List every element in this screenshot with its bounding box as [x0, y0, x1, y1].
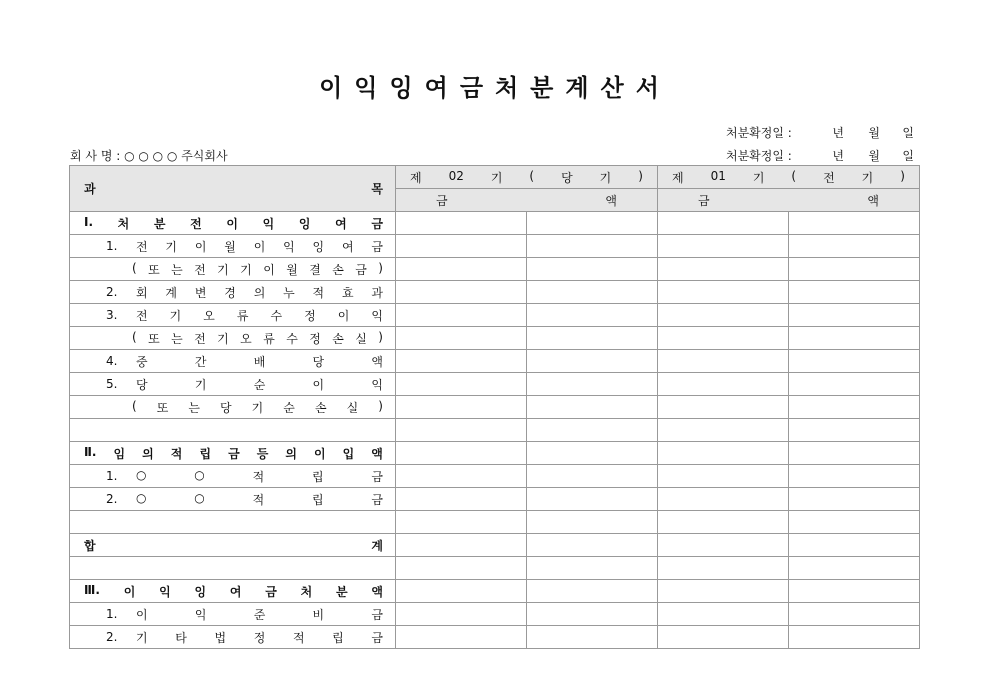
- amount-cell: [396, 258, 527, 281]
- item-label-char: 정: [304, 308, 316, 323]
- statement-table: [69, 165, 920, 649]
- section-title-char: 처: [300, 584, 313, 599]
- current-period-text: (: [529, 168, 535, 183]
- item-number: 2.: [106, 285, 118, 299]
- item-number: 4.: [106, 354, 118, 368]
- section-title-char: 잉: [194, 584, 207, 599]
- account-cell: [70, 626, 396, 649]
- amount-cell: [658, 419, 789, 442]
- amount-cell: [789, 281, 920, 304]
- table-row: [70, 327, 920, 350]
- section-title-char: 처: [117, 216, 130, 231]
- paren-note-char: ): [378, 329, 383, 344]
- account-cell: [70, 373, 396, 396]
- account-cell: [70, 603, 396, 626]
- section-title-char: 액: [371, 446, 383, 461]
- amount-cell: [658, 373, 789, 396]
- prior-period-text: (: [791, 168, 797, 183]
- section-title-char: 입: [342, 446, 355, 461]
- amount-cell: [396, 557, 527, 580]
- item-label-char: 적: [252, 469, 265, 484]
- amount-cell: [789, 396, 920, 419]
- paren-note-char: 기: [217, 262, 229, 277]
- account-cell: [70, 258, 396, 281]
- amount-cell: [527, 235, 658, 258]
- paren-note-char: 이: [263, 262, 275, 277]
- paren-note-char: 수: [286, 331, 298, 346]
- item-label-char: ○: [194, 467, 205, 482]
- paren-note-char: 순: [283, 400, 295, 415]
- item-label-char: 익: [283, 239, 295, 254]
- section-title-char: 금: [371, 216, 383, 231]
- paren-note-char: 오: [240, 331, 252, 346]
- item-label-char: 기: [194, 377, 207, 392]
- amount-cell: [789, 327, 920, 350]
- amount-cell: [527, 534, 658, 557]
- item-label-char: 적: [312, 285, 325, 300]
- table-row: [70, 419, 920, 442]
- day-label: 일: [902, 149, 914, 163]
- amount-cell: [789, 350, 920, 373]
- amount-cell: [527, 557, 658, 580]
- disposal-date-label: 처분확정일 :: [726, 149, 792, 163]
- section-title-char: 적: [170, 446, 183, 461]
- company-name: 회 사 명 : ○ ○ ○ ○ 주식회사: [70, 149, 228, 163]
- amount-cell: [527, 396, 658, 419]
- amount-cell: [396, 304, 527, 327]
- paren-note-char: 금: [355, 262, 367, 277]
- section-title-char: 이: [314, 446, 326, 461]
- day-label: 일: [902, 126, 914, 140]
- paren-note-char: (: [132, 398, 137, 413]
- item-label-char: 립: [312, 492, 324, 507]
- item-label-char: 순: [253, 377, 266, 392]
- item-label-char: 금: [371, 630, 383, 645]
- amount-cell: [527, 327, 658, 350]
- account-cell: [70, 350, 396, 373]
- item-label-char: 금: [371, 469, 383, 484]
- current-amount-header: 금 액: [396, 189, 658, 212]
- item-number: 2.: [106, 630, 118, 644]
- prior-period-text: 기: [752, 170, 765, 185]
- account-cell: [70, 557, 396, 580]
- current-period-text: 기: [490, 170, 503, 185]
- amount-cell: [658, 626, 789, 649]
- amount-cell: [527, 373, 658, 396]
- amount-cell: [527, 603, 658, 626]
- account-cell: [70, 580, 396, 603]
- amount-cell: [658, 557, 789, 580]
- prior-period-text: 제: [672, 170, 684, 185]
- current-period-text: ): [638, 168, 643, 183]
- amount-cell: [527, 350, 658, 373]
- item-label-char: ○: [136, 490, 147, 505]
- item-label-char: 당: [136, 377, 148, 392]
- section-number: Ⅲ.: [84, 582, 100, 597]
- amount-cell: [396, 419, 527, 442]
- paren-note-char: 또: [148, 262, 160, 277]
- paren-note-char: 기: [251, 400, 264, 415]
- item-number: 5.: [106, 377, 118, 391]
- paren-note-char: 는: [171, 262, 183, 277]
- amount-cell: [789, 488, 920, 511]
- amount-cell: [789, 557, 920, 580]
- item-label-char: 당: [312, 354, 325, 369]
- amount-cell: [396, 534, 527, 557]
- disposal-date-label: 처분확정일 :: [726, 126, 792, 140]
- amount-cell: [527, 626, 658, 649]
- prior-period-text: 01: [710, 168, 726, 183]
- paren-note-char: 기: [240, 262, 252, 277]
- item-label-char: 전: [136, 308, 148, 323]
- paren-note-char: 실: [355, 331, 367, 346]
- paren-note-char: ): [378, 260, 383, 275]
- document-title: 이익잉여금처분계산서: [319, 74, 671, 102]
- amount-cell: [396, 626, 527, 649]
- amount-cell: [658, 350, 789, 373]
- item-label-char: 이: [312, 377, 325, 392]
- paren-note-char: 실: [346, 400, 359, 415]
- item-label-char: 변: [194, 285, 207, 300]
- amount-cell: [658, 580, 789, 603]
- amount-cell: [658, 258, 789, 281]
- amount-cell: [789, 235, 920, 258]
- item-number: 2.: [106, 492, 118, 506]
- account-cell: [70, 281, 396, 304]
- section-title-char: 여: [229, 584, 242, 599]
- item-label-char: 배: [253, 354, 266, 369]
- prior-period-text: 기: [861, 170, 874, 185]
- prior-amount-header: 금 액: [658, 189, 920, 212]
- item-label-char: ○: [136, 467, 147, 482]
- paren-note-char: 또: [148, 331, 160, 346]
- amount-cell: [658, 212, 789, 235]
- amount-cell: [396, 488, 527, 511]
- month-label: 월: [868, 126, 880, 140]
- table-row: [70, 557, 920, 580]
- paren-note-char: 정: [309, 331, 321, 346]
- item-label-char: 립: [312, 469, 324, 484]
- year-label: 년: [832, 126, 844, 140]
- account-cell: [70, 419, 396, 442]
- account-cell: [70, 396, 396, 419]
- amount-cell: [396, 396, 527, 419]
- item-label-char: 효: [341, 285, 354, 300]
- amount-cell: [396, 465, 527, 488]
- table-row: [70, 235, 920, 258]
- current-period-text: 02: [448, 168, 464, 183]
- item-label-char: 적: [292, 630, 305, 645]
- table-row: [70, 603, 920, 626]
- amount-cell: [658, 327, 789, 350]
- amount-cell: [789, 603, 920, 626]
- table-row: [70, 212, 920, 235]
- table-row: [70, 373, 920, 396]
- paren-note-char: 손: [314, 400, 327, 415]
- table-row: [70, 396, 920, 419]
- amount-cell: [396, 281, 527, 304]
- amount-cell: [658, 465, 789, 488]
- amount-cell: [527, 419, 658, 442]
- item-label-char: 기: [136, 630, 148, 645]
- item-label-char: ○: [194, 490, 205, 505]
- paren-note-char: 기: [217, 331, 229, 346]
- amount-cell: [789, 442, 920, 465]
- amount-cell: [527, 304, 658, 327]
- amount-cell: [658, 534, 789, 557]
- amount-cell: [527, 511, 658, 534]
- item-label-char: 류: [236, 308, 249, 323]
- amount-cell: [527, 465, 658, 488]
- section-title-char: 익: [262, 216, 275, 231]
- item-label-char: 법: [214, 630, 227, 645]
- table-row: [70, 488, 920, 511]
- amount-cell: [789, 580, 920, 603]
- section-title-char: 익: [159, 584, 171, 599]
- item-label-char: 이: [253, 239, 266, 254]
- item-label-char: 립: [332, 630, 344, 645]
- current-period-text: 기: [599, 170, 612, 185]
- account-cell: [70, 212, 396, 235]
- section-title-char: 전: [190, 216, 202, 231]
- current-period-text: 당: [561, 170, 573, 185]
- paren-note-char: (: [132, 260, 137, 275]
- item-label-char: 타: [175, 630, 187, 645]
- amount-cell: [396, 327, 527, 350]
- prior-period-text: ): [900, 168, 905, 183]
- item-number: 1.: [106, 469, 118, 483]
- section-title-char: 잉: [298, 216, 311, 231]
- paren-note-char: 손: [332, 262, 344, 277]
- item-label-char: 수: [270, 308, 283, 323]
- item-label-char: 간: [194, 354, 207, 369]
- section-title-char: 임: [113, 446, 126, 461]
- paren-note-char: 손: [332, 331, 344, 346]
- table-row: [70, 304, 920, 327]
- amount-cell: [789, 511, 920, 534]
- table-row: [70, 281, 920, 304]
- item-label-char: 의: [253, 285, 266, 300]
- item-number: 1.: [106, 239, 118, 253]
- amount-cell: [789, 534, 920, 557]
- section-title-char: 액: [371, 584, 383, 599]
- disposal-date-line-2: [726, 147, 914, 164]
- amount-cell: [789, 373, 920, 396]
- amount-cell: [396, 212, 527, 235]
- section-title-char: 등: [256, 446, 269, 461]
- item-label-char: 정: [253, 630, 266, 645]
- account-cell: [70, 327, 396, 350]
- item-label-char: 여: [341, 239, 354, 254]
- paren-note-char: 당: [220, 400, 232, 415]
- item-label-char: 회: [136, 285, 148, 300]
- item-number: 3.: [106, 308, 118, 322]
- disposal-date-line-1: [726, 124, 914, 141]
- subject-header: 과 목: [70, 166, 396, 212]
- prior-period-header: [658, 166, 920, 189]
- item-label-char: 과: [371, 285, 383, 300]
- item-label-char: 익: [371, 308, 383, 323]
- item-label-char: 적: [252, 492, 265, 507]
- amount-cell: [658, 488, 789, 511]
- table-row: [70, 258, 920, 281]
- current-period-text: 제: [410, 170, 422, 185]
- paren-note-char: (: [132, 329, 137, 344]
- item-label-char: 준: [253, 607, 266, 622]
- section-title-char: 금: [228, 446, 240, 461]
- account-cell: [70, 534, 396, 557]
- item-label-char: 금: [371, 492, 383, 507]
- amount-cell: [396, 580, 527, 603]
- item-number: 1.: [106, 607, 118, 621]
- amount-cell: [396, 373, 527, 396]
- section-title-char: 립: [199, 446, 212, 461]
- item-label-char: 누: [283, 285, 295, 300]
- table-row: [70, 580, 920, 603]
- year-label: 년: [832, 149, 844, 163]
- prior-period-text: 전: [823, 170, 835, 185]
- item-label-char: 금: [371, 607, 383, 622]
- table-row: [70, 511, 920, 534]
- account-cell: [70, 488, 396, 511]
- item-label-char: 오: [203, 308, 215, 323]
- item-label-char: 익: [371, 377, 383, 392]
- amount-cell: [658, 235, 789, 258]
- amount-cell: [527, 580, 658, 603]
- account-cell: [70, 235, 396, 258]
- table-row: [70, 350, 920, 373]
- account-cell: [70, 465, 396, 488]
- item-label-char: 비: [312, 607, 325, 622]
- amount-cell: [789, 419, 920, 442]
- item-label-char: 계: [165, 285, 178, 300]
- item-label-char: 기: [169, 308, 182, 323]
- amount-cell: [527, 488, 658, 511]
- total-label-char: 합: [84, 538, 96, 553]
- amount-cell: [658, 511, 789, 534]
- amount-cell: [527, 442, 658, 465]
- section-title-char: 의: [285, 446, 297, 461]
- paren-note-char: ): [378, 398, 383, 413]
- table-row: [70, 534, 920, 557]
- account-cell: [70, 304, 396, 327]
- section-title-char: 이: [226, 216, 238, 231]
- paren-note-char: 는: [188, 400, 200, 415]
- item-label-char: 경: [224, 285, 236, 300]
- section-number: Ⅱ.: [84, 444, 97, 459]
- section-title-char: 이: [123, 584, 136, 599]
- amount-cell: [527, 258, 658, 281]
- amount-cell: [396, 603, 527, 626]
- amount-cell: [789, 465, 920, 488]
- paren-note-char: 또: [156, 400, 169, 415]
- amount-cell: [789, 212, 920, 235]
- item-label-char: 잉: [312, 239, 325, 254]
- amount-cell: [396, 442, 527, 465]
- amount-cell: [396, 235, 527, 258]
- paren-note-char: 월: [286, 262, 298, 277]
- table-row: [70, 626, 920, 649]
- item-label-char: 금: [371, 239, 383, 254]
- current-period-header: [396, 166, 658, 189]
- amount-cell: [658, 603, 789, 626]
- amount-cell: [789, 258, 920, 281]
- section-number: Ⅰ.: [84, 214, 94, 229]
- item-label-char: 이: [136, 607, 148, 622]
- amount-cell: [789, 626, 920, 649]
- paren-note-char: 전: [194, 331, 206, 346]
- amount-cell: [527, 281, 658, 304]
- item-label-char: 중: [136, 354, 148, 369]
- item-label-char: 익: [194, 607, 207, 622]
- item-label-char: 월: [224, 239, 236, 254]
- account-cell: [70, 442, 396, 465]
- amount-cell: [658, 281, 789, 304]
- amount-cell: [527, 212, 658, 235]
- section-title-char: 분: [335, 584, 348, 599]
- item-label-char: 액: [371, 354, 383, 369]
- section-title-char: 의: [142, 446, 154, 461]
- item-label-char: 기: [165, 239, 178, 254]
- account-cell: [70, 511, 396, 534]
- paren-note-char: 결: [309, 262, 321, 277]
- section-title-char: 금: [265, 584, 277, 599]
- amount-cell: [396, 350, 527, 373]
- amount-cell: [658, 396, 789, 419]
- paren-note-char: 류: [263, 331, 275, 346]
- section-title-char: 분: [153, 216, 166, 231]
- paren-note-char: 전: [194, 262, 206, 277]
- item-label-char: 이: [194, 239, 207, 254]
- amount-cell: [658, 442, 789, 465]
- item-label-char: 전: [136, 239, 148, 254]
- paren-note-char: 는: [171, 331, 183, 346]
- amount-cell: [789, 304, 920, 327]
- amount-cell: [396, 511, 527, 534]
- table-row: [70, 442, 920, 465]
- table-row: [70, 465, 920, 488]
- month-label: 월: [868, 149, 880, 163]
- item-label-char: 이: [337, 308, 350, 323]
- section-title-char: 여: [335, 216, 347, 231]
- total-label-char: 계: [371, 538, 383, 553]
- amount-cell: [658, 304, 789, 327]
